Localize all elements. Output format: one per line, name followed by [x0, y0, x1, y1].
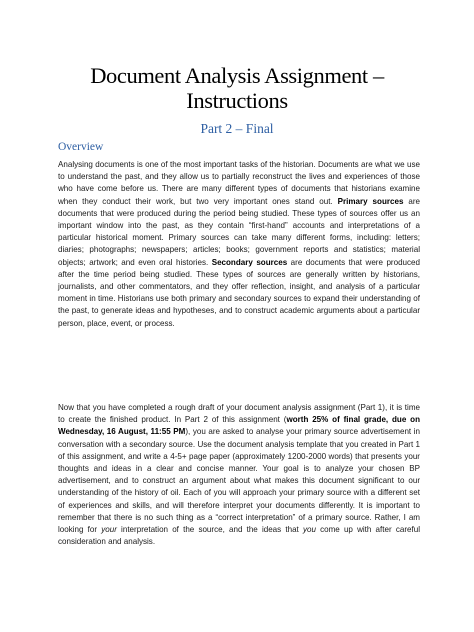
paragraph-text: ), you are asked to analyse your primary source advertisement in conversation with a secondary source. Use the document analysis template that you created in Part 1 of this assignment, and write a 4-5+ page paper (approximately 1200-2000 words) that presents your thoughts and ideas in a clear and concise manner. Your goal is to analyze your chosen BP advertisement, and to construct an argument about what makes this document significant to our understanding of the history of oil. Each of you will approach your primary source with a different set of experiences and skills, and will therefore interpret your documents differently. It is important to remember that there is no such thing as a “correct interpretation” of a primary source. Rather, I am looking for	[58, 427, 421, 535]
due-date-note: worth 25% of final grade, due on Wednesday, 16 August, 11:55 PM	[58, 415, 420, 437]
term-primary-sources: Primary sources	[337, 196, 404, 206]
document-subtitle: Part 2 – Final	[200, 121, 274, 136]
paragraph-text: interpretation of the source, and the ideas that	[116, 525, 303, 535]
document-title-line-2: Instructions	[186, 88, 288, 113]
document-title-line-1: Document Analysis Assignment –	[90, 63, 384, 88]
emphasis-you: you	[302, 525, 316, 535]
paragraph-text: are documents that were produced after the time period being studied. These types of sources are generally written by historians, journalists, and other commentators, and they offer reflection, insight, and analysis of a particular moment in time. Historians use both primary and secondary sources to expand their understanding of the past, to generate ideas and hypotheses, and to construct academic arguments about a particular person, place, event, or process.	[58, 257, 420, 328]
paragraph-assignment-instructions	[58, 402, 420, 548]
section-heading-overview: Overview	[58, 141, 104, 153]
term-secondary-sources: Secondary sources	[211, 257, 288, 267]
paragraph-text: come up with after careful consideration and analysis.	[58, 525, 420, 547]
emphasis-your: your	[101, 525, 117, 535]
paragraph-sources-overview	[58, 159, 420, 330]
paragraph-text: are documents that were produced during the period being studied. These types of sources offer us an important window into the past, as they contain “first-hand” accounts and interpretations of a particular historical moment. Primary sources can take many different forms, including: letters; diaries; photographs; newspapers; articles; books; government reports and statistics; material objects; artwork; and even oral histories.	[58, 196, 420, 267]
paragraph-text: Now that you have completed a rough draft of your document analysis assignment (Part 1), it is time to create the finished product. In Part 2 of this assignment (	[58, 403, 420, 425]
paragraph-text: Analysing documents is one of the most important tasks of the historian. Documents are what we use to understand the past, and they allow us to partially reconstruct the lives and experiences of those who have come before us. There are many different types of documents that historians examine when they conduct their work, but two very important ones stand out.	[58, 160, 420, 206]
